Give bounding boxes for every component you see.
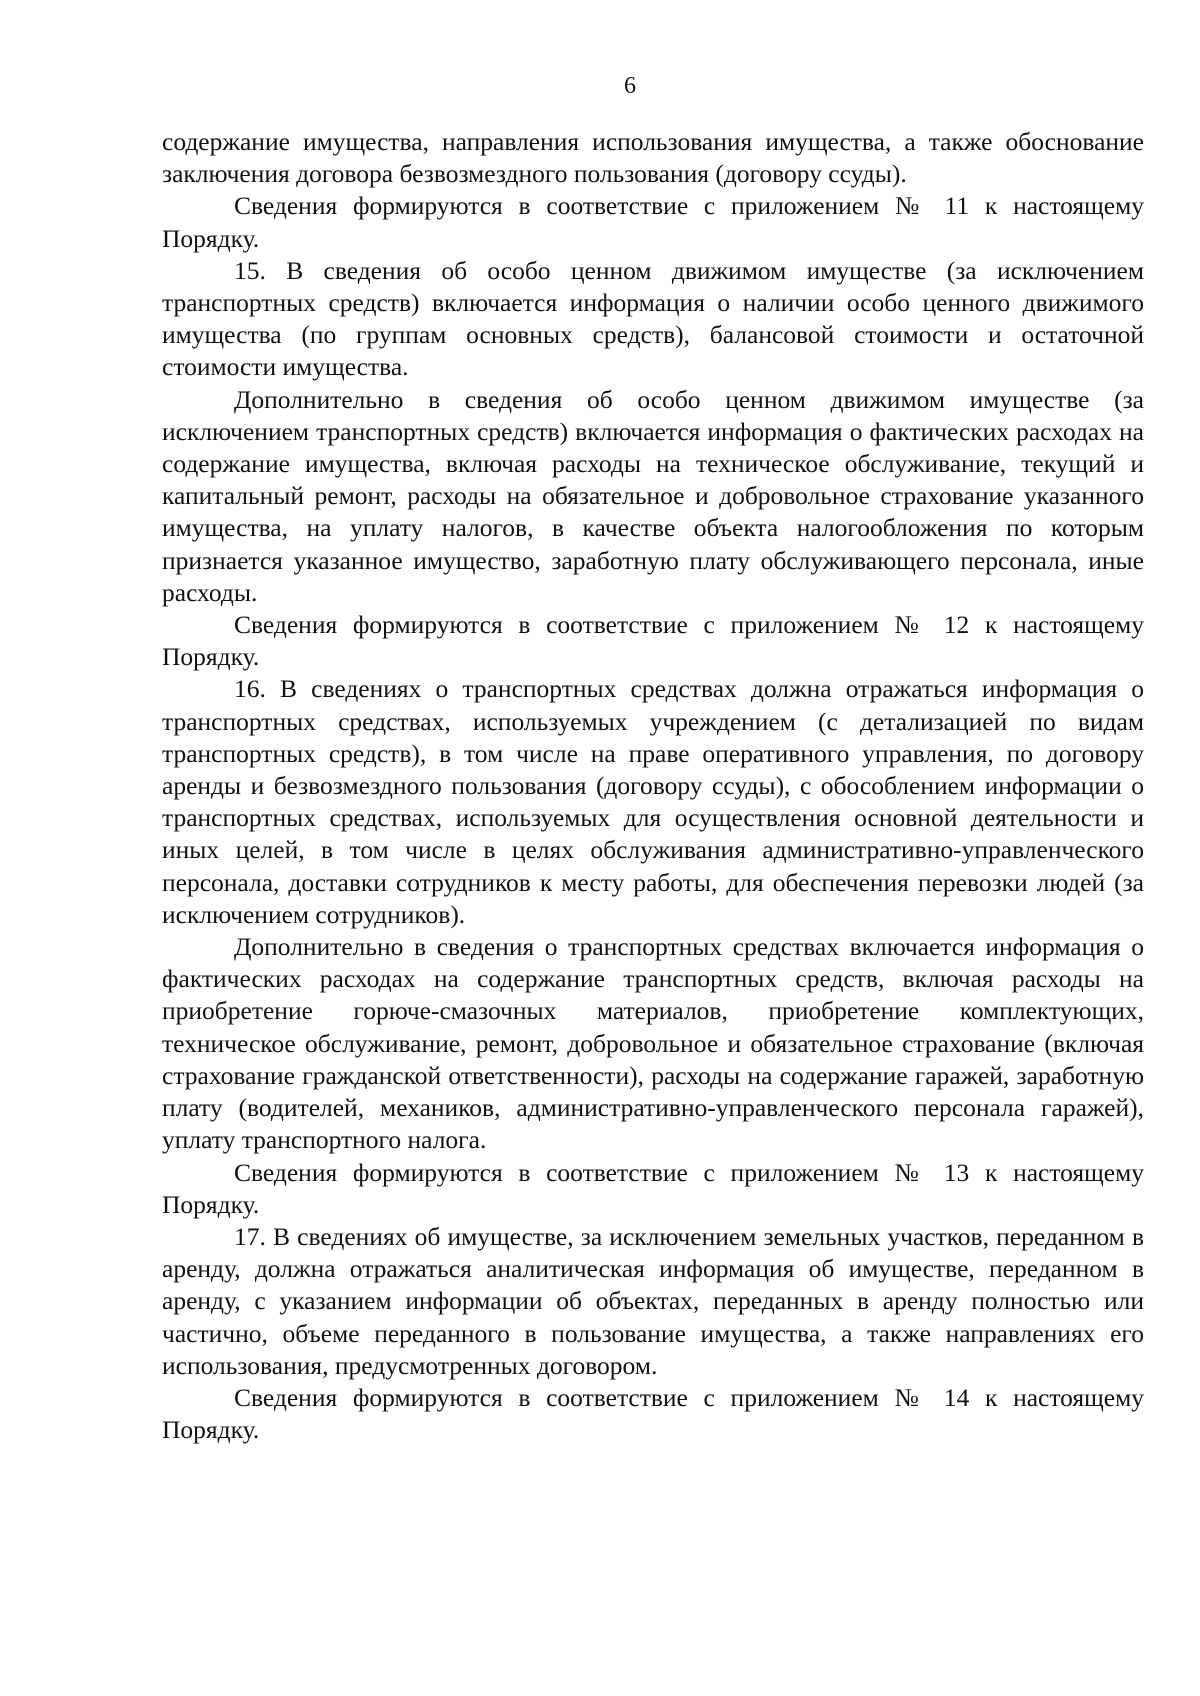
paragraph-appendix-12: Сведения формируются в соответствие с приложением № 12 к настоящему Порядку. [162, 610, 1144, 672]
document-body [162, 126, 1144, 1446]
paragraph-item-15-additional: Дополнительно в сведения об особо ценном движимом имуществе (за исключением транспортных средств) включается информация о фактических расходах на содержание имущества, включая расходы на техническое обслуживание, текущий и капитальный ремонт, расходы на обязательное и добровольное страхование указанного имущества, на уплату налогов, в качестве объекта налогообложения по которым признается указанное имущество, заработную плату обслуживающего персонала, иные расходы. [162, 384, 1144, 607]
paragraph-item-16: 16. В сведениях о транспортных средствах должна отражаться информация о транспортных средствах, используемых учреждением (с детализацией по видам транспортных средств), в том числе на праве оперативного управления, по договору аренды и безвозмездного пользования (договору ссуды), с обособлением информации о транспортных средствах, используемых для осуществления основной деятельности и иных целей, в том числе в целях обслуживания административно-управленческого персонала, доставки сотрудников к месту работы, для обеспечения перевозки людей (за исключением сотрудников). [162, 674, 1144, 929]
paragraph-item-17: 17. В сведениях об имуществе, за исключением земельных участков, переданном в аренду, должна отражаться аналитическая информация об имуществе, переданном в аренду, с указанием информации об объектах, переданных в аренду полностью или частично, объеме переданного в пользование имущества, а также направлениях его использования, предусмотренных договором. [162, 1221, 1144, 1380]
paragraph-item-15: 15. В сведения об особо ценном движимом имуществе (за исключением транспортных средств) включается информация о наличии особо ценного движимого имущества (по группам основных средств), балансовой стоимости и остаточной стоимости имущества. [162, 255, 1144, 382]
page-number: 6 [624, 73, 636, 99]
paragraph-item-16-additional: Дополнительно в сведения о транспортных средствах включается информация о фактических расходах на содержание транспортных средств, включая расходы на приобретение горюче-смазочных материалов, приобретение комплектующих, техническое обслуживание, ремонт, добровольное и обязательное страхование (включая страхование гражданской ответственности), расходы на содержание гаражей, заработную плату (водителей, механиков, административно-управленческого персонала гаражей), уплату транспортного налога. [162, 932, 1144, 1155]
paragraph-continuation: содержание имущества, направления использования имущества, а также обоснование заключения договора безвозмездного пользования (договору ссуды). [162, 127, 1144, 189]
paragraph-appendix-11: Сведения формируются в соответствие с приложением № 11 к настоящему Порядку. [162, 191, 1144, 253]
paragraph-appendix-14: Сведения формируются в соответствие с приложением № 14 к настоящему Порядку. [162, 1382, 1144, 1445]
paragraph-appendix-13: Сведения формируются в соответствие с приложением № 13 к настоящему Порядку. [162, 1157, 1144, 1219]
